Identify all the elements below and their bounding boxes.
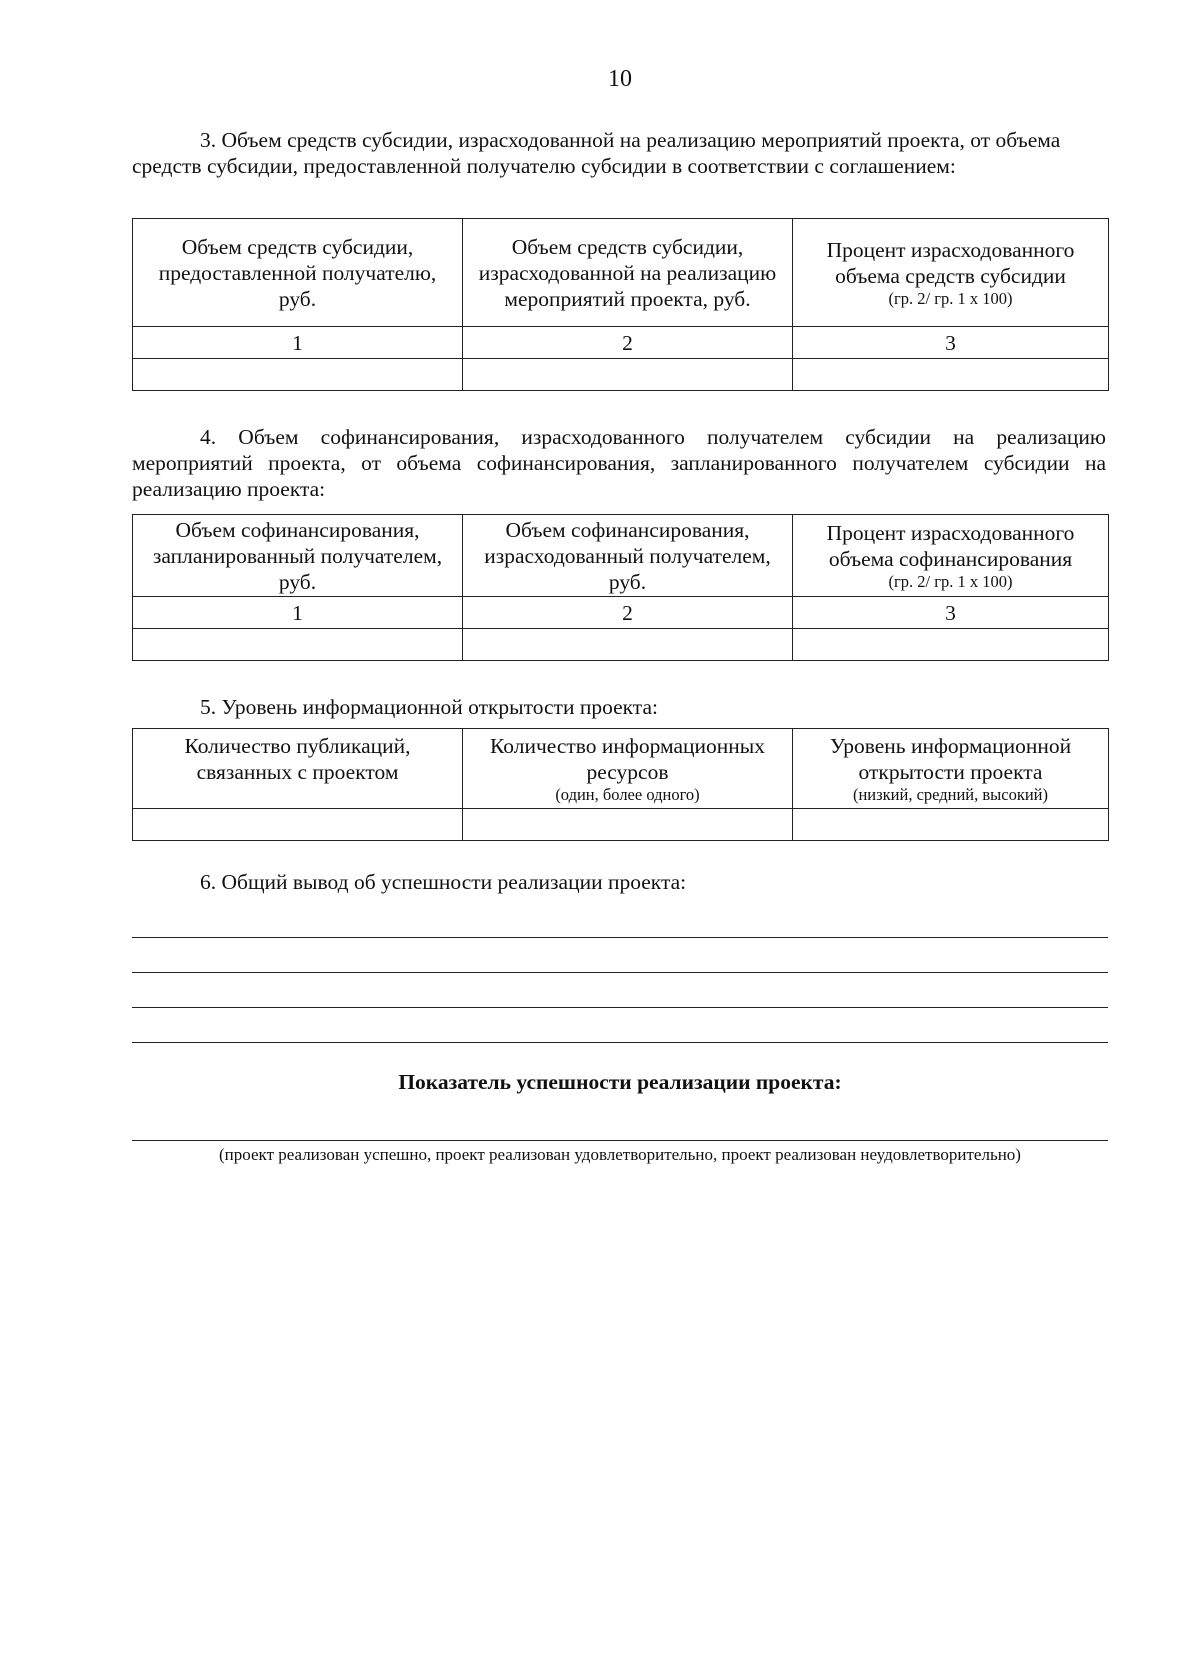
indicator-line[interactable] bbox=[132, 1140, 1108, 1141]
page-number: 10 bbox=[608, 66, 632, 92]
openness-col3-value[interactable] bbox=[793, 809, 1109, 841]
openness-col1-value[interactable] bbox=[133, 809, 463, 841]
section3-heading bbox=[132, 127, 1106, 179]
cofinancing-col3-header-text: Процент израсходованного объема софинансирования bbox=[826, 520, 1075, 571]
cofinancing-table bbox=[132, 514, 1109, 661]
subsidy-col2-header-text: Объем средств субсидии, израсходованной на реализацию мероприятий проекта, руб. bbox=[478, 234, 777, 311]
subsidy-col3-header bbox=[793, 219, 1109, 327]
section6-heading bbox=[132, 869, 1106, 895]
openness-col1-header bbox=[133, 729, 463, 809]
openness-col2-value[interactable] bbox=[463, 809, 793, 841]
conclusion-line-4[interactable] bbox=[132, 1042, 1108, 1043]
openness-col3-header-text: Уровень информационной открытости проекта bbox=[829, 733, 1072, 784]
subsidy-table bbox=[132, 218, 1109, 391]
section5-heading bbox=[132, 694, 1106, 720]
cofinancing-col1-header-text: Объем софинансирования, запланированный получателем, руб. bbox=[152, 517, 443, 594]
section5-heading-text: 5. Уровень информационной открытости проекта: bbox=[200, 695, 658, 719]
openness-col1-header-text: Количество публикаций, связанных с проектом bbox=[184, 734, 411, 784]
section6-heading-text: 6. Общий вывод об успешности реализации проекта: bbox=[200, 870, 687, 894]
cofinancing-col1-value[interactable] bbox=[133, 629, 463, 661]
subsidy-col1-header bbox=[133, 219, 463, 327]
cofinancing-col3-value[interactable] bbox=[793, 629, 1109, 661]
subsidy-col3-header-text: Процент израсходованного объема средств субсидии bbox=[826, 237, 1075, 288]
openness-col3-header bbox=[793, 729, 1109, 809]
subsidy-col2-header bbox=[463, 219, 793, 327]
section3-heading-text: 3. Объем средств субсидии, израсходованной на реализацию мероприятий проекта, от объема средств субсидии, предоставленной получателю субсидии в соответствии с соглашением: bbox=[132, 128, 1061, 178]
conclusion-line-2[interactable] bbox=[132, 972, 1108, 973]
cofinancing-col2-value[interactable] bbox=[463, 629, 793, 661]
cofinancing-col2-number: 2 bbox=[463, 597, 793, 629]
cofinancing-col1-header bbox=[133, 515, 463, 597]
cofinancing-col3-number: 3 bbox=[793, 597, 1109, 629]
subsidy-col2-value[interactable] bbox=[463, 359, 793, 391]
openness-table bbox=[132, 728, 1109, 841]
conclusion-line-1[interactable] bbox=[132, 937, 1108, 938]
indicator-note: (проект реализован успешно, проект реализован удовлетворительно, проект реализован неудовлетворительно) bbox=[219, 1145, 1021, 1164]
openness-col2-header bbox=[463, 729, 793, 809]
subsidy-col2-number: 2 bbox=[463, 327, 793, 359]
openness-col3-note: (низкий, средний, высокий) bbox=[852, 784, 1049, 804]
cofinancing-col3-header bbox=[793, 515, 1109, 597]
subsidy-col3-number: 3 bbox=[793, 327, 1109, 359]
subsidy-col3-note: (гр. 2/ гр. 1 х 100) bbox=[888, 288, 1013, 308]
subsidy-col3-value[interactable] bbox=[793, 359, 1109, 391]
openness-col2-header-text: Количество информационных ресурсов bbox=[489, 733, 766, 784]
openness-col2-note: (один, более одного) bbox=[555, 784, 700, 804]
subsidy-col1-value[interactable] bbox=[133, 359, 463, 391]
section4-heading-text: 4. Объем софинансирования, израсходованного получателем субсидии на реализацию мероприятий проекта, от объема софинансирования, запланированного получателем субсидии на реализацию проекта: bbox=[132, 425, 1106, 501]
subsidy-col1-header-text: Объем средств субсидии, предоставленной получателю, руб. bbox=[158, 234, 437, 311]
conclusion-line-3[interactable] bbox=[132, 1007, 1108, 1008]
cofinancing-col1-number: 1 bbox=[133, 597, 463, 629]
cofinancing-col2-header-text: Объем софинансирования, израсходованный получателем, руб. bbox=[484, 517, 771, 594]
section4-heading bbox=[132, 424, 1106, 502]
cofinancing-col3-note: (гр. 2/ гр. 1 х 100) bbox=[888, 571, 1013, 591]
subsidy-col1-number: 1 bbox=[133, 327, 463, 359]
cofinancing-col2-header bbox=[463, 515, 793, 597]
indicator-title: Показатель успешности реализации проекта: bbox=[398, 1070, 842, 1094]
